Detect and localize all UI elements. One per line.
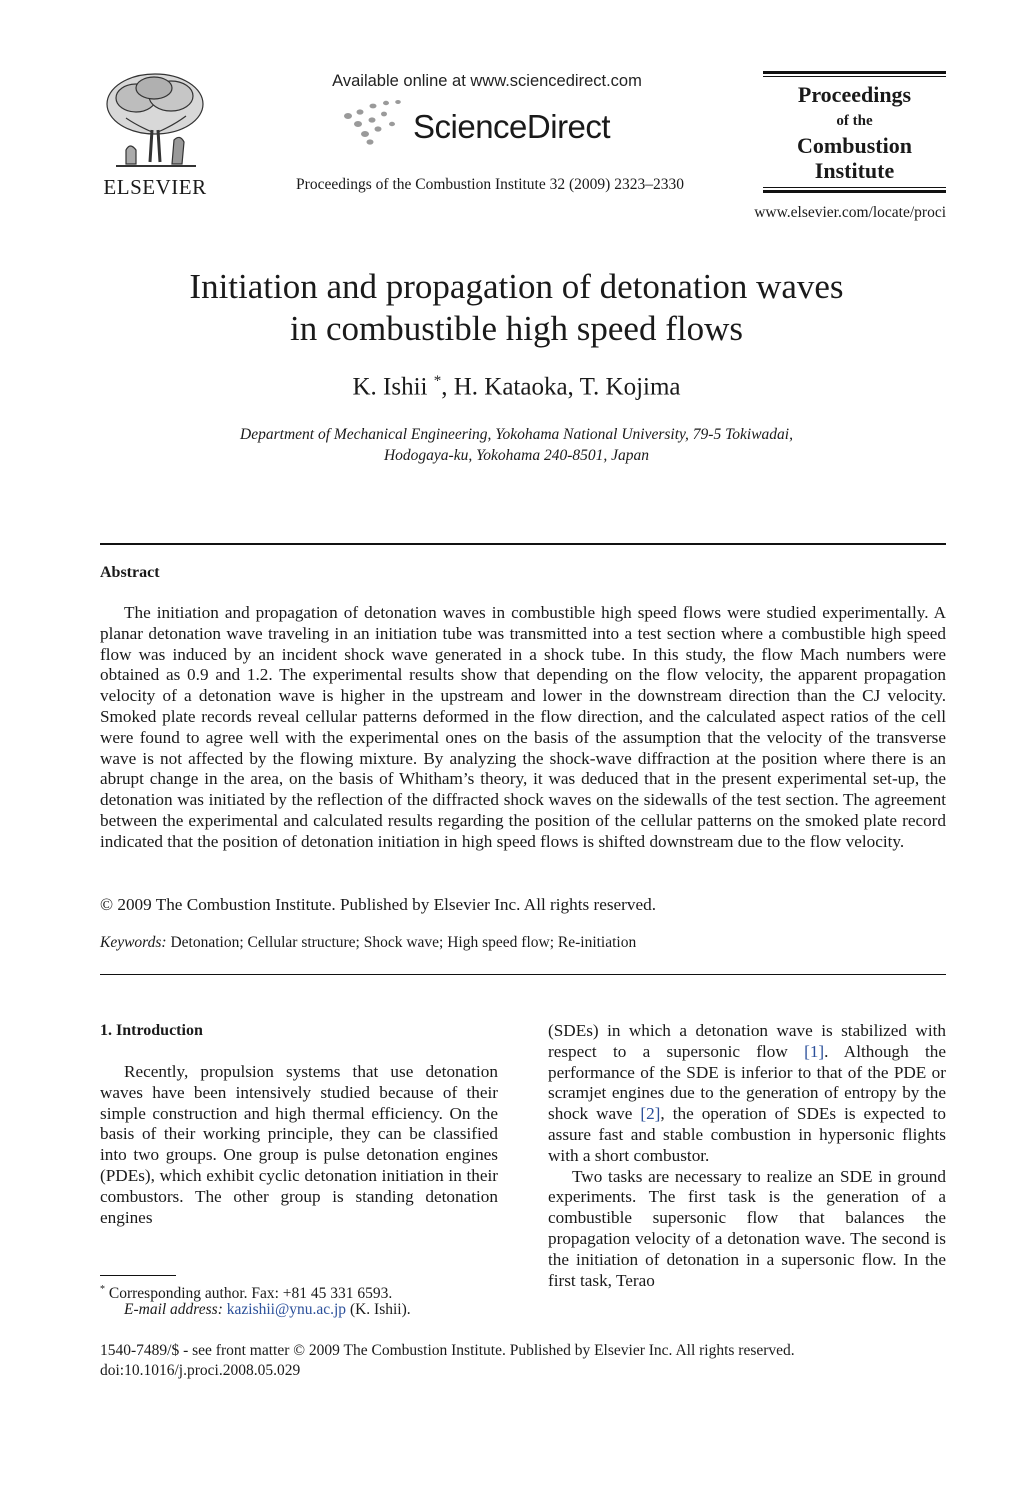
keywords (100, 934, 636, 952)
keywords-label: Keywords: (100, 934, 167, 951)
journal-box-line: Proceedings (797, 82, 912, 107)
affiliation-line: Hodogaya-ku, Yokohama 240-8501, Japan (383, 447, 650, 464)
title-line: in combustible high speed flows (289, 309, 743, 348)
copyright-notice: © 2009 The Combustion Institute. Published by Elsevier Inc. All rights reserved. (100, 895, 656, 914)
citation-link[interactable]: [2] (640, 1104, 661, 1124)
keywords-list: Detonation; Cellular structure; Shock wave; High speed flow; Re-initiation (166, 934, 637, 951)
footnote-rule (100, 1275, 176, 1276)
elsevier-wordmark: ELSEVIER (103, 175, 207, 199)
affiliation (100, 424, 933, 466)
journal-box-line: Institute (814, 158, 895, 183)
abstract-heading: Abstract (100, 564, 160, 581)
author-names: , H. Kataoka, T. Kojima (441, 373, 681, 401)
journal-reference: Proceedings of the Combustion Institute 32 (2009) 2323–2330 (296, 176, 684, 193)
email-label: E-mail address: (124, 1301, 223, 1318)
sciencedirect-wordmark: ScienceDirect (413, 108, 611, 145)
affiliation-line: Department of Mechanical Engineering, Yokohama National University, 79-5 Tokiwadai, (240, 426, 793, 443)
citation-link[interactable]: [1] (804, 1041, 825, 1061)
journal-box-line: Combustion (797, 133, 912, 158)
author-name: K. Ishii (352, 373, 428, 401)
paragraph (548, 1021, 946, 1167)
abstract-text: The initiation and propagation of detonation waves in combustible high speed flows were studied experimentally. A planar detonation wave traveling in an initiation tube was transmitted into a test section where a combustible high speed flow was induced by an incident shock wave generated in a shock tube. In this study, the flow Mach numbers were obtained as 0.9 and 1.2. The experimental results show that depending on the flow velocity, the apparent propagation velocity of a detonation wave is higher in the upstream and lower in the downstream direction than the CJ velocity. Smoked plate records reveal cellular patterns deformed in the flow direction, and the calculated aspect ratios of the cell were found to agree well with the experimental ones on the basis of the assumption that the velocity of the transverse wave is not affected by the flowing mixture. By analyzing the shock-wave diffraction at the position where there is an abrupt change in the area, on the basis of Whitham’s theory, it was deduced that in the present experimental set-up, the detonation was initiated by the reflection of the diffracted shock waves on the sidewalls of the test section. The agreement between the experimental and calculated results regarding the position of the cellular patterns on the smoked plate record indicated that the position of detonation initiation in high speed flows is shifted downstream due to the flow velocity. (100, 603, 946, 851)
footnote-text: Corresponding author. Fax: +81 45 331 6593. (105, 1285, 393, 1303)
text-run: . Although the performance of the SDE is inferior to that of the PDE or scramjet engines due to the generation of entropy by the shock wave (548, 1041, 947, 1124)
text-run: , the operation of SDEs is expected to assure fast and stable combustion in hypersonic flights with a short combustor. (548, 1104, 946, 1165)
email-suffix: (K. Ishii). (346, 1301, 411, 1318)
author-list (100, 373, 933, 401)
article-title (100, 266, 933, 350)
footnote-email (124, 1300, 411, 1320)
issn-line: 1540-7489/$ - see front matter © 2009 The Combustion Institute. Published by Elsevier Inc. All rights reserved. (100, 1342, 795, 1359)
sciencedirect-logo (340, 98, 640, 148)
title-line: Initiation and propagation of detonation waves (189, 267, 844, 306)
sciencedirect-dots-icon (340, 98, 415, 148)
body-column-left: Recently, propulsion systems that use detonation waves have been intensively studied because of their simple construction and high thermal efficiency. On the basis of their working principle, they can be classified into two groups. One group is pulse detonation engines (PDEs), which exhibit cyclic detonation initiation in their combustors. The other group is standing detonation engines (100, 1062, 498, 1227)
doi-line: doi:10.1016/j.proci.2008.05.029 (100, 1362, 301, 1379)
journal-box-line: of the (836, 113, 873, 129)
available-online-text: Available online at www.sciencedirect.com (332, 72, 642, 90)
body-column-right (548, 1021, 946, 1291)
divider (100, 543, 946, 545)
section-heading: 1. Introduction (100, 1022, 203, 1039)
email-link[interactable]: kazishii@ynu.ac.jp (226, 1301, 347, 1318)
elsevier-logo (96, 70, 214, 200)
divider (100, 974, 946, 975)
footnote-mark: * (100, 1284, 105, 1295)
elsevier-tree-icon (96, 70, 214, 174)
text-run: (SDEs) in which a detonation wave is stabilized with respect to a supersonic flow (548, 1021, 946, 1061)
journal-title-box (763, 71, 946, 193)
paragraph: Two tasks are necessary to realize an SDE in ground experiments. The first task is the generation of a combustible supersonic flow that balances the propagation velocity of a detonation wave. The second is the initiation of detonation in a supersonic flow. In the first task, Terao (548, 1166, 946, 1290)
corresponding-author-mark: * (433, 373, 442, 389)
journal-url: www.elsevier.com/locate/proci (754, 204, 946, 221)
